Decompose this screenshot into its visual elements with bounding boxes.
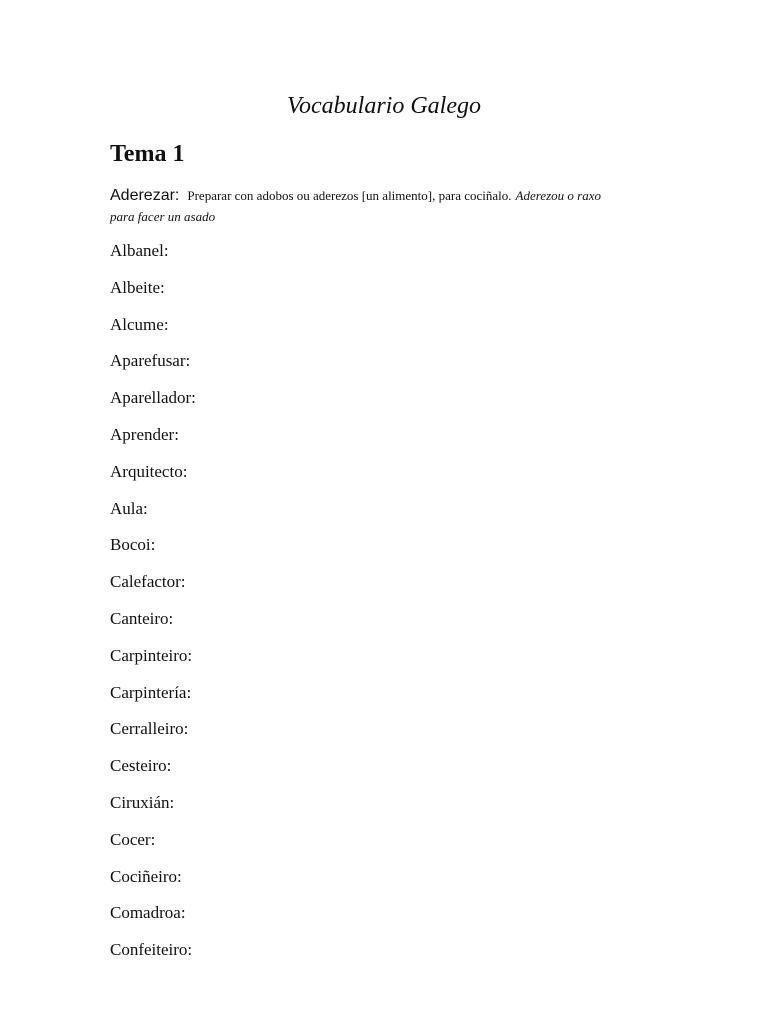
vocabulary-term: Cerralleiro: [110, 719, 189, 739]
document-title: Vocabulario Galego [287, 93, 481, 119]
vocabulary-term: Aprender: [110, 424, 179, 444]
vocabulary-term: Calefactor: [110, 572, 186, 592]
entry-term: Aderezar: [110, 187, 180, 204]
section-heading: Tema 1 [110, 141, 185, 167]
vocabulary-term: Albanel: [110, 241, 169, 260]
entry-example-part-2: para facer un asado [110, 209, 216, 224]
entry-line-1 [110, 184, 658, 208]
vocabulary-term: Cocer: [110, 829, 156, 849]
entry-definition: Preparar con adobos ou aderezos [un alimento], para cociñalo. [187, 188, 512, 203]
entry-example-part-1: Aderezou o raxo [515, 188, 601, 203]
vocabulary-term: Carpinteiro: [110, 645, 193, 665]
vocabulary-term: Arquitecto: [110, 461, 188, 481]
vocabulary-term-list [110, 240, 196, 976]
vocabulary-term: Aparefusar: [110, 351, 191, 371]
entry-line-2 [110, 208, 658, 226]
vocabulary-term: Canteiro: [110, 608, 174, 628]
vocabulary-entry-aderezar [110, 184, 658, 226]
vocabulary-term: Bocoi: [110, 535, 156, 555]
vocabulary-term: Aparellador: [110, 388, 196, 408]
vocabulary-term: Ciruxián: [110, 792, 175, 812]
vocabulary-term: Confeiteiro: [110, 940, 193, 960]
vocabulary-term: Cesteiro: [110, 756, 172, 776]
vocabulary-term: Cociñeiro: [110, 866, 182, 886]
vocabulary-term: Albeite: [110, 277, 165, 297]
vocabulary-term: Aula: [110, 498, 148, 518]
vocabulary-term: Comadroa: [110, 903, 186, 923]
vocabulary-term: Alcume: [110, 314, 169, 334]
vocabulary-term: Carpintería: [110, 682, 192, 702]
